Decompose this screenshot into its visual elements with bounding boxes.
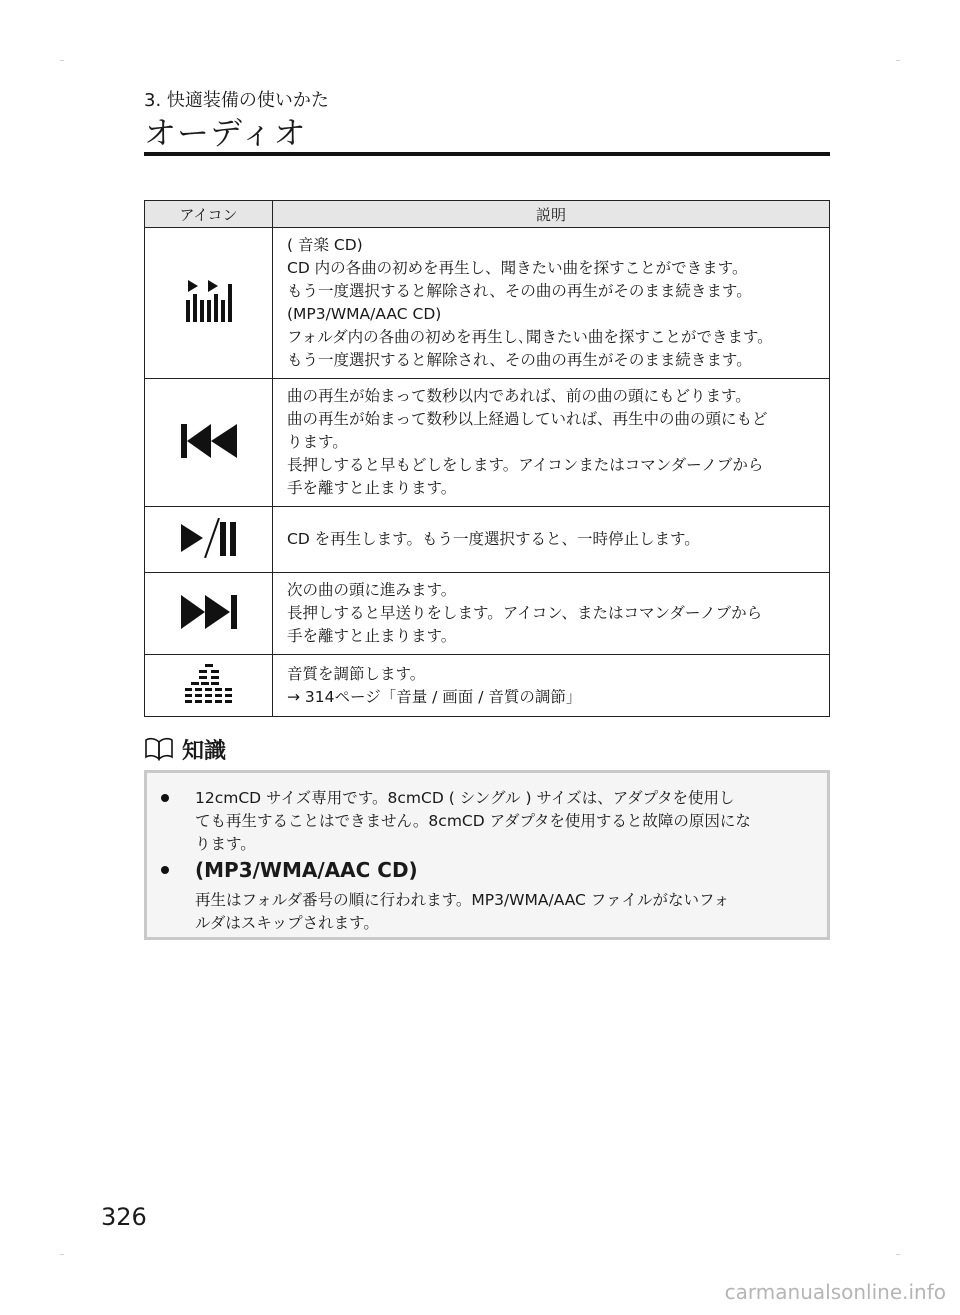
icon-cell bbox=[145, 655, 273, 717]
description-line: 手を離すと止まります。 bbox=[287, 479, 457, 497]
crop-mark bbox=[60, 60, 64, 61]
crop-mark bbox=[60, 1254, 64, 1255]
description-cell bbox=[273, 655, 830, 717]
description-line: 曲の再生が始まって数秒以内であれば、前の曲の頭にもどります。 bbox=[287, 387, 751, 405]
crop-mark bbox=[896, 1254, 900, 1255]
description-line: CD を再生します。もう一度選択すると、一時停止します。 bbox=[287, 530, 700, 548]
description-line: フォルダ内の各曲の初めを再生し､聞きたい曲を探すことができます。 bbox=[287, 328, 773, 346]
table-row bbox=[145, 507, 830, 573]
watermark-text: carmanualsonline.info bbox=[724, 1280, 946, 1304]
description-line: ります。 bbox=[287, 433, 348, 451]
bullet-icon bbox=[161, 866, 169, 874]
description-cell bbox=[273, 228, 830, 379]
knowledge-text-line: 再生はフォルダ番号の順に行われます。MP3/WMA/AAC ファイルがないフォ bbox=[195, 891, 730, 909]
icon-cell bbox=[145, 379, 273, 507]
page-title: オーディオ bbox=[144, 114, 307, 152]
description-line: 長押しすると早もどしをします。アイコンまたはコマンダーノブから bbox=[287, 456, 764, 474]
play-pause-icon bbox=[179, 518, 239, 558]
knowledge-text-line: ルダはスキップされます。 bbox=[195, 914, 379, 932]
knowledge-heading-label: 知識 bbox=[182, 738, 227, 764]
description-line: 音質を調節します。 bbox=[287, 664, 426, 683]
page-number: 326 bbox=[101, 1203, 147, 1231]
description-line: 手を離すと止まります。 bbox=[287, 627, 457, 645]
description-line: (MP3/WMA/AAC CD) bbox=[287, 305, 442, 323]
bullet-icon bbox=[161, 794, 169, 802]
description-line: もう一度選択すると解除され、その曲の再生がそのまま続きます。 bbox=[287, 282, 752, 300]
table-row bbox=[145, 379, 830, 507]
table-row bbox=[145, 655, 830, 717]
column-header-icon: アイコン bbox=[145, 201, 273, 228]
column-header-description: 説明 bbox=[273, 201, 830, 228]
list-item bbox=[161, 857, 729, 935]
description-line: 長押しすると早送りをします。アイコン、またはコマンダーノブから bbox=[287, 604, 763, 622]
knowledge-heading bbox=[144, 734, 226, 764]
description-line: CD 内の各曲の初めを再生し、聞きたい曲を探すことができます。 bbox=[287, 259, 748, 277]
knowledge-subheading: (MP3/WMA/AAC CD) bbox=[195, 858, 418, 882]
crop-mark bbox=[896, 60, 900, 61]
next-track-icon bbox=[181, 595, 237, 629]
list-item bbox=[161, 787, 751, 856]
table-row bbox=[145, 573, 830, 655]
description-line: ( 音楽 CD) bbox=[287, 236, 363, 254]
description-cell bbox=[273, 573, 830, 655]
knowledge-box bbox=[144, 770, 830, 940]
description-line: もう一度選択すると解除され、その曲の再生がそのまま続きます。 bbox=[287, 351, 752, 369]
description-line: → 314ページ「音量 / 画面 / 音質の調節」 bbox=[287, 687, 582, 706]
description-cell bbox=[273, 507, 830, 573]
knowledge-text-line: 12cmCD サイズ専用です。8cmCD ( シングル ) サイズは、アダプタを使用し bbox=[195, 789, 735, 807]
knowledge-text-line: ります。 bbox=[195, 835, 256, 853]
icon-table bbox=[144, 200, 830, 717]
scan-icon bbox=[184, 280, 234, 322]
icon-cell bbox=[145, 507, 273, 573]
knowledge-text-line: ても再生することはできません。8cmCD アダプタを使用すると故障の原因にな bbox=[195, 812, 751, 830]
icon-cell bbox=[145, 228, 273, 379]
description-line: 次の曲の頭に進みます。 bbox=[287, 581, 457, 599]
table-row bbox=[145, 228, 830, 379]
sound-equalizer-icon bbox=[185, 664, 233, 704]
description-line: 曲の再生が始まって数秒以上経過していれば、再生中の曲の頭にもど bbox=[287, 410, 768, 428]
table-header-row bbox=[145, 201, 830, 228]
chapter-heading: 3. 快適装備の使いかた bbox=[144, 90, 329, 111]
description-cell bbox=[273, 379, 830, 507]
book-icon bbox=[144, 737, 174, 761]
previous-track-icon bbox=[181, 424, 237, 458]
icon-cell bbox=[145, 573, 273, 655]
title-divider bbox=[144, 152, 830, 156]
